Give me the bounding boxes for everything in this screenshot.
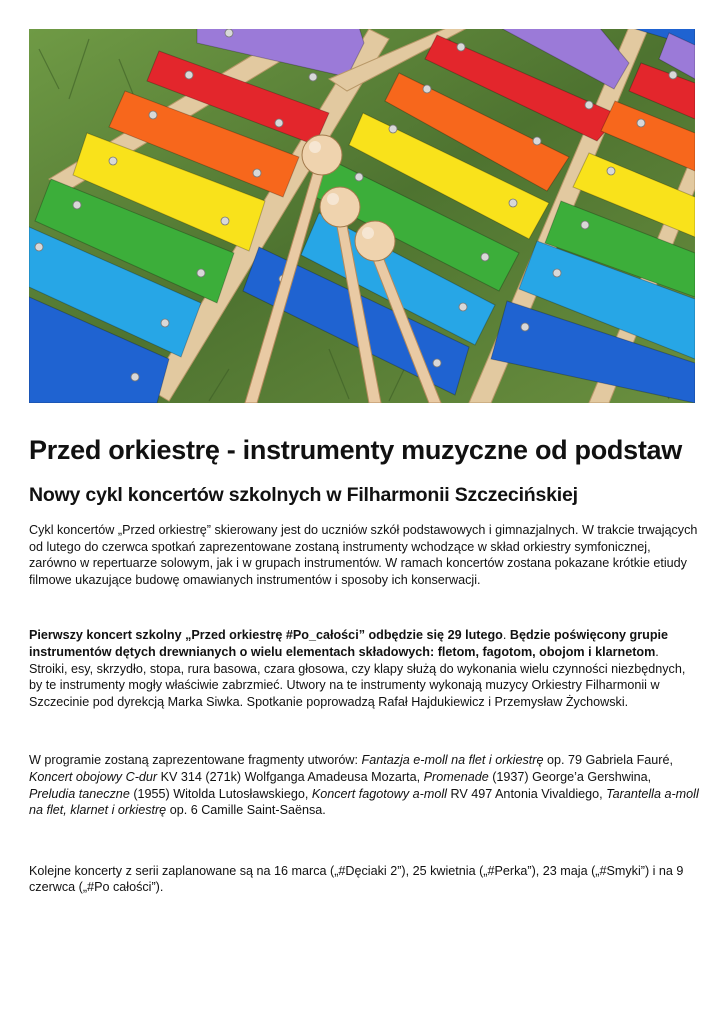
article-title: Przed orkiestrę - instrumenty muzyczne od podstaw bbox=[29, 435, 682, 465]
program-text: KV 314 (271k) Wolfganga Amadeusa Mozarta, bbox=[157, 769, 424, 784]
concert-headline: Pierwszy koncert szkolny „Przed orkiestrę #Po_całości” odbędzie się 29 lutego bbox=[29, 628, 503, 643]
concert-paragraph bbox=[29, 627, 699, 710]
work-title: Fantazja e-moll na flet i orkiestrę bbox=[361, 753, 544, 768]
program-text: W programie zostaną zaprezentowane fragmenty utworów: bbox=[29, 753, 362, 768]
concert-topic: Będzie poświęcony grupie instrumentów dętych drewnianych o wielu elementach składowych: fletom, fagotom, obojom i klarnetom bbox=[29, 628, 669, 659]
concert-separator: . bbox=[502, 628, 510, 643]
next-concerts-paragraph: Kolejne koncerty z serii zaplanowane są na 16 marca („#Dęciaki 2”), 25 kwietnia („#Perka”), 23 maja („#Smyki”) i na 9 czerwca („#Po całości”). bbox=[29, 863, 684, 895]
work-title: Tarantella a-moll na flet, klarnet i orkiestrę bbox=[29, 786, 699, 818]
xylophone-illustration bbox=[29, 29, 695, 403]
program-paragraph bbox=[29, 752, 699, 818]
program-text: (1955) Witolda Lutosławskiego, bbox=[129, 786, 312, 801]
hero-photo bbox=[29, 29, 695, 403]
work-title: Promenade bbox=[423, 769, 489, 784]
work-title: Koncert fagotowy a-moll bbox=[311, 786, 447, 801]
program-text: (1937) George’a Gershwina, bbox=[488, 769, 652, 784]
article bbox=[29, 430, 699, 896]
intro-paragraph: Cykl koncertów „Przed orkiestrę” skierowany jest do uczniów szkół podstawowych i gimnazjalnych. W trakcie trwających od lutego do czerwca spotkań zaprezentowane zostaną instrumenty wchodzące w skład orkiestry symfonicznej, zarówno w repertuarze solowym, jak i w grupach instrumentów. W ramach koncertów zostana pokazane krótkie etiudy filmowe ukazujące budowę omawianych instrumentów i sposoby ich konserwacji. bbox=[29, 523, 698, 587]
program-text: RV 497 Antonia Vivaldiego, bbox=[446, 786, 607, 801]
concert-details: . Stroiki, esy, skrzydło, stopa, rura basowa, czara głosowa, czy klapy służą do wykonania wielu czynności niezbędnych, by te instrumenty mogły właściwie zabrzmieć. Utwory na te instrumenty wykonają muzycy Orkiestry Filharmonii w Szczecinie pod dyrekcją Marka Siwka. Spotkanie poprowadzą Rafał Hajdukiewicz i Przemysław Żychowski. bbox=[29, 644, 686, 709]
work-title: Koncert obojowy C-dur bbox=[29, 769, 158, 784]
program-text: op. 6 Camille Saint-Saënsa. bbox=[166, 803, 326, 818]
article-subtitle: Nowy cykl koncertów szkolnych w Filharmonii Szczecińskiej bbox=[29, 484, 578, 506]
program-text: op. 79 Gabriela Fauré, bbox=[543, 753, 673, 768]
work-title: Preludia taneczne bbox=[29, 786, 130, 801]
